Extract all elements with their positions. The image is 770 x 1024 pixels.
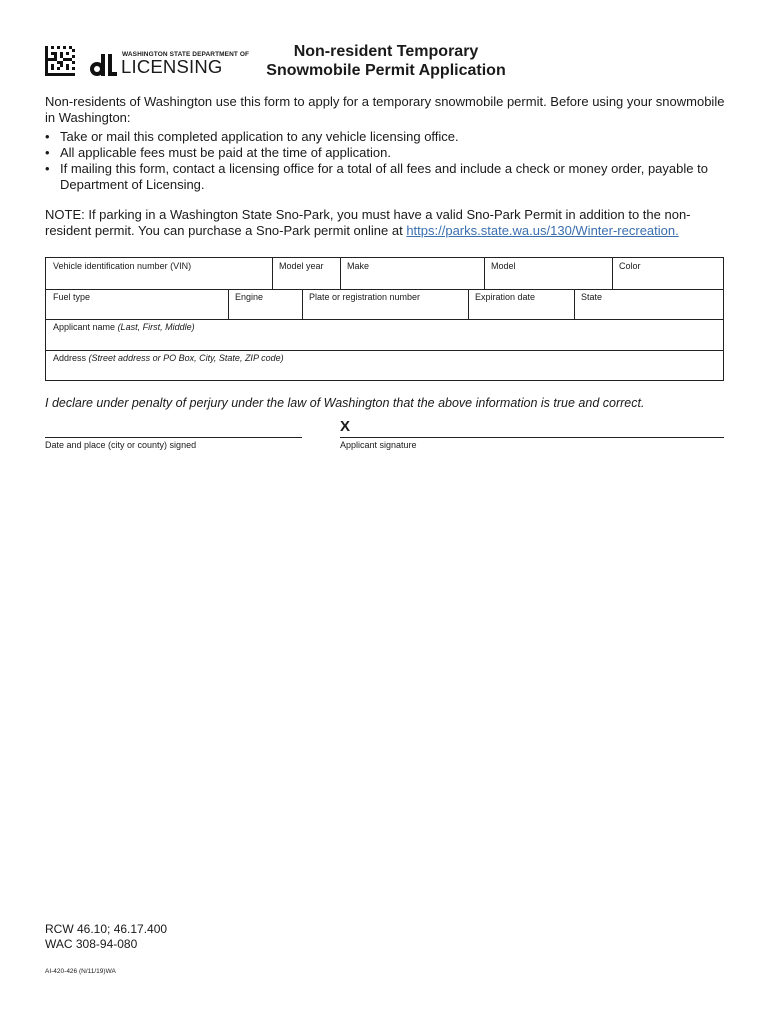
bullet-icon: • — [45, 145, 50, 160]
bullet-icon: • — [45, 161, 50, 176]
wac-reference: WAC 308-94-080 — [45, 937, 138, 951]
bullet-icon: • — [45, 129, 50, 144]
column-divider — [302, 289, 303, 319]
note-text: NOTE: If parking in a Washington State Sno-Park, you must have a valid Sno-Park Permit in addition to the non-resident permit. You can purchase a Sno-Park permit online at — [45, 207, 691, 238]
intro-text: Non-residents of Washington use this form to apply for a temporary snowmobile permit. Before using your snowmobile in Washington: — [45, 94, 725, 125]
plate-field[interactable]: Plate or registration number — [309, 292, 421, 302]
vin-field[interactable]: Vehicle identification number (VIN) — [53, 261, 192, 271]
row-divider — [46, 350, 723, 351]
title-line-2: Snowmobile Permit Application — [266, 62, 506, 79]
applicant-signature-line[interactable] — [340, 437, 724, 438]
sno-park-note — [45, 207, 735, 239]
barcode-icon — [45, 46, 75, 76]
column-divider — [272, 258, 273, 289]
perjury-declaration: I declare under penalty of perjury under the law of Washington that the above information is true and correct. — [45, 396, 645, 410]
color-field[interactable]: Color — [619, 261, 641, 271]
column-divider — [340, 258, 341, 289]
column-divider — [574, 289, 575, 319]
logo-licensing-text: LICENSING — [121, 56, 223, 77]
make-field[interactable]: Make — [347, 261, 370, 271]
vehicle-info-form — [45, 257, 724, 381]
model-year-field[interactable]: Model year — [279, 261, 324, 271]
applicant-name-hint: (Last, First, Middle) — [117, 322, 195, 332]
dol-logo-mark — [88, 50, 118, 78]
engine-field[interactable]: Engine — [235, 292, 264, 302]
model-field[interactable]: Model — [491, 261, 516, 271]
row-divider — [46, 289, 723, 290]
applicant-signature-label: Applicant signature — [340, 440, 417, 450]
column-divider — [228, 289, 229, 319]
column-divider — [468, 289, 469, 319]
expiration-date-field[interactable]: Expiration date — [475, 292, 536, 302]
row-divider — [46, 319, 723, 320]
rcw-reference: RCW 46.10; 46.17.400 — [45, 922, 168, 936]
winter-recreation-link[interactable]: https://parks.state.wa.us/130/Winter-recreation. — [406, 223, 679, 238]
state-field[interactable]: State — [581, 292, 603, 302]
column-divider — [612, 258, 613, 289]
page-title — [236, 42, 536, 80]
instruction-list — [45, 129, 735, 193]
logo-department-text: WASHINGTON STATE DEPARTMENT OF — [122, 51, 250, 58]
date-place-signature-line[interactable] — [45, 437, 302, 438]
fuel-type-field[interactable]: Fuel type — [53, 292, 91, 302]
address-hint: (Street address or PO Box, City, State, ZIP code) — [88, 353, 284, 363]
dol-logo — [88, 48, 250, 78]
address-field[interactable]: Address (Street address or PO Box, City, State, ZIP code) — [53, 353, 284, 363]
list-item: • If mailing this form, contact a licensing office for a total of all fees and include a check or money order, payable to Department of Licensing. — [45, 161, 708, 192]
legal-references — [45, 922, 167, 952]
column-divider — [484, 258, 485, 289]
signature-x-mark: X — [340, 418, 351, 435]
date-place-label: Date and place (city or county) signed — [45, 440, 197, 450]
list-item: • Take or mail this completed application to any vehicle licensing office. — [45, 129, 459, 144]
applicant-name-field[interactable]: Applicant name (Last, First, Middle) — [53, 322, 195, 332]
form-id: AI-420-426 (N/11/19)WA — [45, 968, 116, 975]
title-line-1: Non-resident Temporary — [293, 43, 479, 60]
list-item: • All applicable fees must be paid at the time of application. — [45, 145, 391, 160]
